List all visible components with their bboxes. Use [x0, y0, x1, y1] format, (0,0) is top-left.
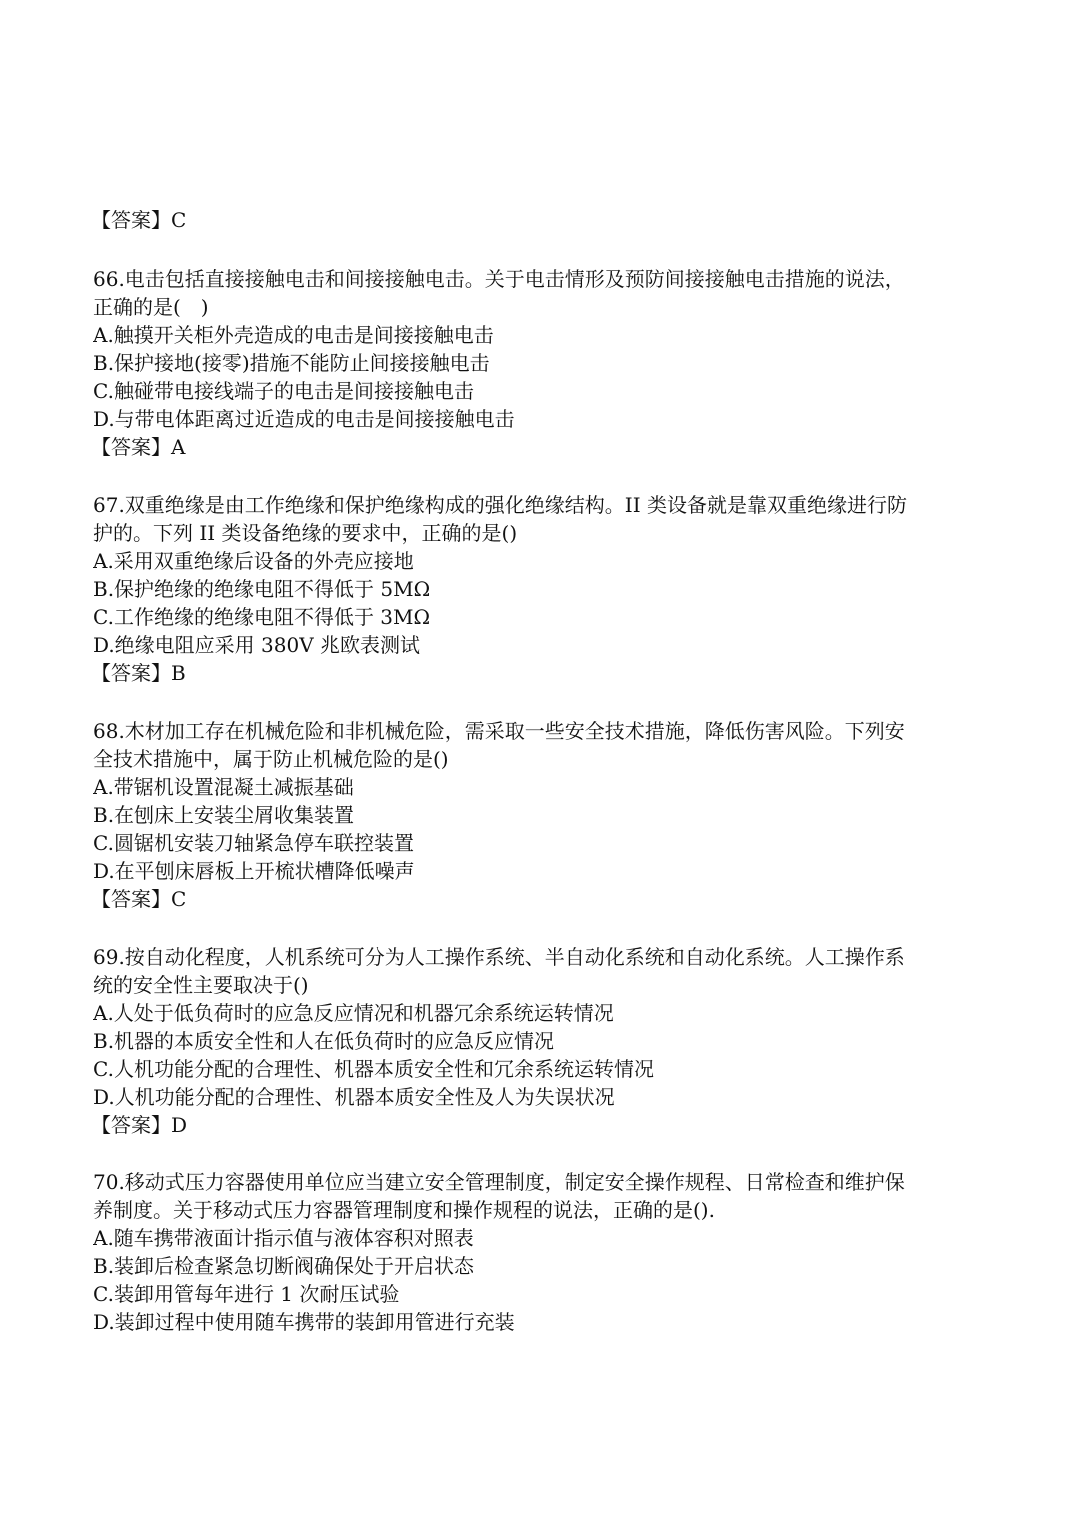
question-stem-line: 66.电击包括直接接触电击和间接接触电击。关于电击情形及预防间接接触电击措施的说法，: [93, 267, 905, 291]
option-d: D.绝缘电阻应采用 380V 兆欧表测试: [93, 633, 421, 657]
option-c: C.圆锯机安装刀轴紧急停车联控装置: [93, 831, 414, 855]
option-a: A.带锯机设置混凝土减振基础: [93, 775, 354, 799]
option-a: A.随车携带液面计指示值与液体容积对照表: [93, 1226, 474, 1250]
option-c: C.人机功能分配的合理性、机器本质安全性和冗余系统运转情况: [93, 1057, 654, 1081]
option-c: C.触碰带电接线端子的电击是间接接触电击: [93, 379, 474, 403]
question-stem-line: 护的。下列 II 类设备绝缘的要求中，正确的是(): [93, 521, 518, 545]
option-b: B.在刨床上安装尘屑收集装置: [93, 803, 355, 827]
option-b: B.保护绝缘的绝缘电阻不得低于 5MΩ: [93, 577, 431, 601]
answer-66: 【答案】A: [91, 435, 186, 459]
option-d: D.在平刨床唇板上开梳状槽降低噪声: [93, 859, 415, 883]
option-d: D.人机功能分配的合理性、机器本质安全性及人为失误状况: [93, 1085, 615, 1109]
question-stem-line: 68.木材加工存在机械危险和非机械危险，需采取一些安全技术措施，降低伤害风险。下列安: [93, 719, 905, 743]
question-stem-line: 69.按自动化程度，人机系统可分为人工操作系统、半自动化系统和自动化系统。人工操作系: [93, 945, 905, 969]
option-b: B.装卸后检查紧急切断阀确保处于开启状态: [93, 1254, 475, 1278]
question-stem-line: 全技术措施中，属于防止机械危险的是(): [93, 747, 449, 771]
answer-69: 【答案】D: [91, 1113, 188, 1137]
question-stem-line: 养制度。关于移动式压力容器管理制度和操作规程的说法，正确的是().: [93, 1198, 715, 1222]
option-b: B.机器的本质安全性和人在低负荷时的应急反应情况: [93, 1029, 555, 1053]
option-b: B.保护接地(接零)措施不能防止间接接触电击: [93, 351, 490, 375]
option-a: A.人处于低负荷时的应急反应情况和机器冗余系统运转情况: [93, 1001, 614, 1025]
option-d: D.装卸过程中使用随车携带的装卸用管进行充装: [93, 1310, 515, 1334]
option-c: C.装卸用管每年进行 1 次耐压试验: [93, 1282, 400, 1306]
answer-67: 【答案】B: [91, 661, 186, 685]
question-stem-line: 70.移动式压力容器使用单位应当建立安全管理制度，制定安全操作规程、日常检查和维护保: [93, 1170, 905, 1194]
question-stem-line: 67.双重绝缘是由工作绝缘和保护绝缘构成的强化绝缘结构。II 类设备就是靠双重绝缘进行防: [93, 493, 907, 517]
option-c: C.工作绝缘的绝缘电阻不得低于 3MΩ: [93, 605, 431, 629]
question-stem-line: 统的安全性主要取决于(): [93, 973, 309, 997]
option-a: A.触摸开关柜外壳造成的电击是间接接触电击: [93, 323, 494, 347]
answer-68: 【答案】C: [91, 887, 187, 911]
question-stem-line: 正确的是( ): [93, 295, 209, 319]
option-d: D.与带电体距离过近造成的电击是间接接触电击: [93, 407, 515, 431]
option-a: A.采用双重绝缘后设备的外壳应接地: [93, 549, 414, 573]
answer-65: 【答案】C: [91, 208, 187, 232]
